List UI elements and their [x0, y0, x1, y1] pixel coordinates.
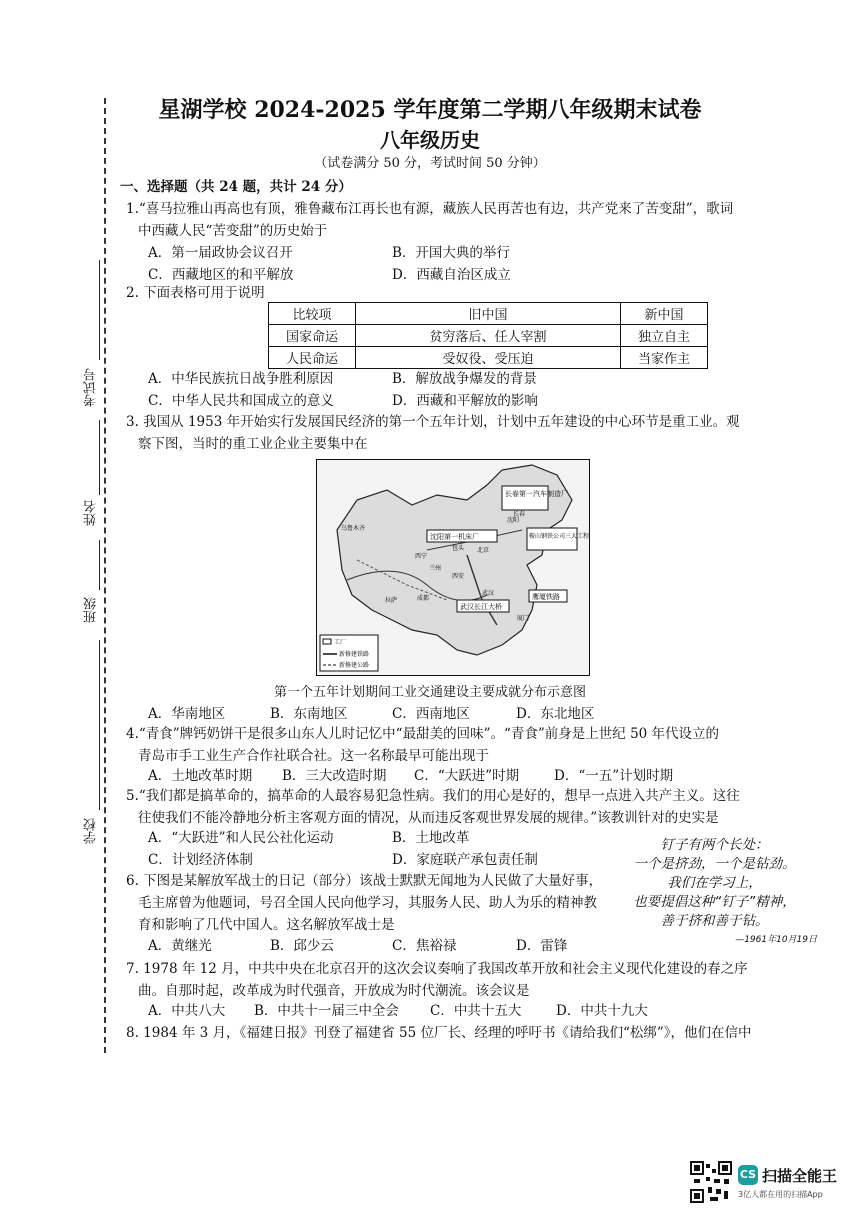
map-place-label: 乌鲁木齐 [341, 525, 366, 532]
name-line [99, 420, 100, 495]
q7-option-a[interactable]: A．中共八大 [148, 1003, 226, 1019]
page-title: 星湖学校 2024-2025 学年度第二学期八年级期末试卷 [158, 97, 702, 123]
map-place-label: 厦门 [517, 615, 530, 622]
map-place-label: 兰州 [429, 565, 442, 572]
q5-option-b[interactable]: B．土地改革 [392, 830, 470, 846]
q5-stem: 往使我们不能冷静地分析主客观方面的情况，从而违反客观世界发展的规律。”该教训针对的史实是 [138, 810, 719, 826]
q3-stem: 3. 我国从 1953 年开始实行发展国民经济的第一个五年计划，计划中五年建设的中心环节是重工业。观 [126, 414, 740, 430]
subject-title: 八年级历史 [380, 128, 480, 152]
table-header-row [269, 303, 708, 325]
class-line [99, 540, 100, 590]
q7-option-c[interactable]: C．中共十五大 [430, 1003, 522, 1019]
diary-line: 一个是挤劲，一个是钻劲。 [633, 856, 796, 872]
map-place-label: 拉萨 [385, 597, 398, 604]
q5-option-a[interactable]: A．“大跃进”和人民公社化运动 [148, 830, 334, 846]
table-header-cell: 新中国 [621, 303, 708, 325]
table-row [269, 325, 708, 347]
q7-stem: 曲。自那时起，改革成为时代强音，开放成为时代潮流。该会议是 [138, 983, 530, 999]
q4-stem: 4.“青食”牌钙奶饼干是很多山东人儿时记忆中“最甜美的回味”。“青食”前身是上世纪 50 年代设立的 [126, 726, 720, 742]
legend-label: 工厂 [334, 639, 347, 646]
q3-stem: 察下图，当时的重工业企业主要集中在 [138, 436, 368, 452]
q4-option-d[interactable]: D．“一五”计划时期 [554, 768, 674, 784]
q2-option-d[interactable]: D．西藏和平解放的影响 [392, 393, 538, 409]
q6-stem: 6. 下图是某解放军战士的日记（部分）该战士默默无闻地为人民做了大量好事， [126, 873, 603, 889]
map-place-label: 长春 [513, 511, 526, 518]
school-label: 学校 [84, 818, 99, 844]
camscanner-name: 扫描全能王 [762, 1167, 838, 1185]
exam-note: （试卷满分 50 分，考试时间 50 分钟） [314, 156, 546, 171]
map-box-label: 武汉长江大桥 [460, 603, 502, 611]
map-caption: 第一个五年计划期间工业交通建设主要成就分布示意图 [273, 685, 586, 700]
diary-excerpt [612, 836, 817, 950]
table-header-cell: 比较项 [269, 303, 356, 325]
map-box-label: 鞍山钢铁公司三大工程 [529, 533, 589, 540]
map-box-label: 沈阳第一机床厂 [430, 533, 479, 541]
table-cell: 当家作主 [621, 347, 708, 369]
map-place-label: 西宁 [415, 553, 428, 560]
q4-stem: 青岛市手工业生产合作社联合社。这一名称最早可能出现于 [138, 748, 489, 764]
map-place-label: 武汉 [482, 590, 495, 597]
camscanner-logo: CS [738, 1165, 758, 1185]
map-place-label: 北京 [477, 547, 490, 554]
exam-no-line [99, 260, 100, 360]
name-label: 姓名 [84, 500, 99, 526]
legend-label: 新修建铁路 [339, 651, 370, 658]
q6-option-d[interactable]: D．雷锋 [516, 938, 568, 954]
q1-stem: 中西藏人民“苦变甜”的历史始于 [138, 223, 328, 239]
q6-stem: 育和影响了几代中国人。这名解放军战士是 [138, 917, 395, 933]
q8-stem: 8. 1984 年 3 月，《福建日报》刊登了福建省 55 位厂长、经理的呼吁书《请给我们“松绑”》，他们在信中 [126, 1025, 752, 1041]
q5-option-c[interactable]: C．计划经济体制 [148, 852, 253, 868]
table-row [269, 347, 708, 369]
diary-line: 也要提倡这种“钉子”精神， [633, 894, 796, 910]
q7-option-d[interactable]: D．中共十九大 [556, 1003, 648, 1019]
q1-option-d[interactable]: D．西藏自治区成立 [392, 267, 511, 283]
q1-option-c[interactable]: C．西藏地区的和平解放 [148, 267, 294, 283]
q2-option-c[interactable]: C．中华人民共和国成立的意义 [148, 393, 334, 409]
table-cell: 独立自主 [621, 325, 708, 347]
q7-stem: 7. 1978 年 12 月，中共中央在北京召开的这次会议奏响了我国改革开放和社会主义现代化建设的春之序 [126, 961, 748, 977]
q1-option-a[interactable]: A．第一届政协会议召开 [148, 245, 293, 261]
q6-option-b[interactable]: B．邱少云 [270, 938, 334, 954]
q1-option-b[interactable]: B．开国大典的举行 [392, 245, 510, 261]
q1-stem: 1.“喜马拉雅山再高也有顶，雅鲁藏布江再长也有源，藏族人民再苦也有边，共产党来了苦变甜”，歌词 [126, 201, 734, 217]
q5-option-d[interactable]: D．家庭联产承包责任制 [392, 852, 538, 868]
diary-line: 钉子有两个长处： [660, 837, 769, 853]
diary-line: 我们在学习上， [667, 875, 762, 891]
map-box-label: 鹰厦铁路 [532, 593, 560, 601]
q4-option-c[interactable]: C．“大跃进”时期 [414, 768, 520, 784]
binding-dashed-line [104, 98, 106, 1053]
q2-option-b[interactable]: B．解放战争爆发的背景 [392, 371, 537, 387]
comparison-table [268, 302, 708, 369]
map-place-label: 包头 [452, 545, 465, 552]
table-header-cell: 旧中国 [356, 303, 621, 325]
q6-option-a[interactable]: A．黄继光 [148, 938, 212, 954]
map-place-label: 西安 [452, 573, 465, 580]
map-place-label: 成都 [417, 595, 430, 602]
diary-line: 善于挤和善于钻。 [660, 913, 769, 929]
school-line [99, 640, 100, 810]
q2-stem: 2. 下面表格可用于说明 [126, 285, 265, 301]
table-cell: 贫穷落后、任人宰割 [356, 325, 621, 347]
q2-option-a[interactable]: A．中华民族抗日战争胜利原因 [148, 371, 334, 387]
q6-stem: 毛主席曾为他题词，号召全国人民向他学习，其服务人民、助人为乐的精神教 [138, 895, 597, 911]
q4-option-b[interactable]: B．三大改造时期 [282, 768, 387, 784]
q3-option-b[interactable]: B．东南地区 [270, 706, 348, 722]
q4-option-a[interactable]: A．土地改革时期 [148, 768, 253, 784]
legend-factory-swatch [323, 639, 331, 644]
table-cell: 国家命运 [269, 325, 356, 347]
q3-option-a[interactable]: A．华南地区 [148, 706, 226, 722]
map-box-label: 长春第一汽车制造厂 [505, 490, 568, 498]
section-heading: 一、选择题（共 24 题，共计 24 分） [120, 179, 352, 195]
q3-option-c[interactable]: C．西南地区 [392, 706, 470, 722]
q3-option-d[interactable]: D．东北地区 [516, 706, 595, 722]
exam-no-label: 考试号 [84, 368, 99, 407]
q7-option-b[interactable]: B．中共十一届三中全会 [254, 1003, 399, 1019]
qr-code-icon [690, 1161, 732, 1203]
legend-label: 新修建公路 [339, 662, 370, 669]
q5-stem: 5.“我们都是搞革命的，搞革命的人最容易犯急性病。我们的用心是好的，想早一点进入共产主义。这往 [126, 788, 740, 804]
map-svg [317, 460, 589, 675]
diary-date: —1961年10月19日 [735, 935, 817, 945]
table-cell: 人民命运 [269, 347, 356, 369]
camscanner-tagline: 3亿人都在用的扫描App [738, 1190, 823, 1199]
q6-option-c[interactable]: C．焦裕禄 [392, 938, 457, 954]
class-label: 班级 [84, 597, 99, 623]
table-cell: 受奴役、受压迫 [356, 347, 621, 369]
industry-map [316, 459, 590, 676]
map-place-label: 沈阳 [507, 517, 520, 524]
